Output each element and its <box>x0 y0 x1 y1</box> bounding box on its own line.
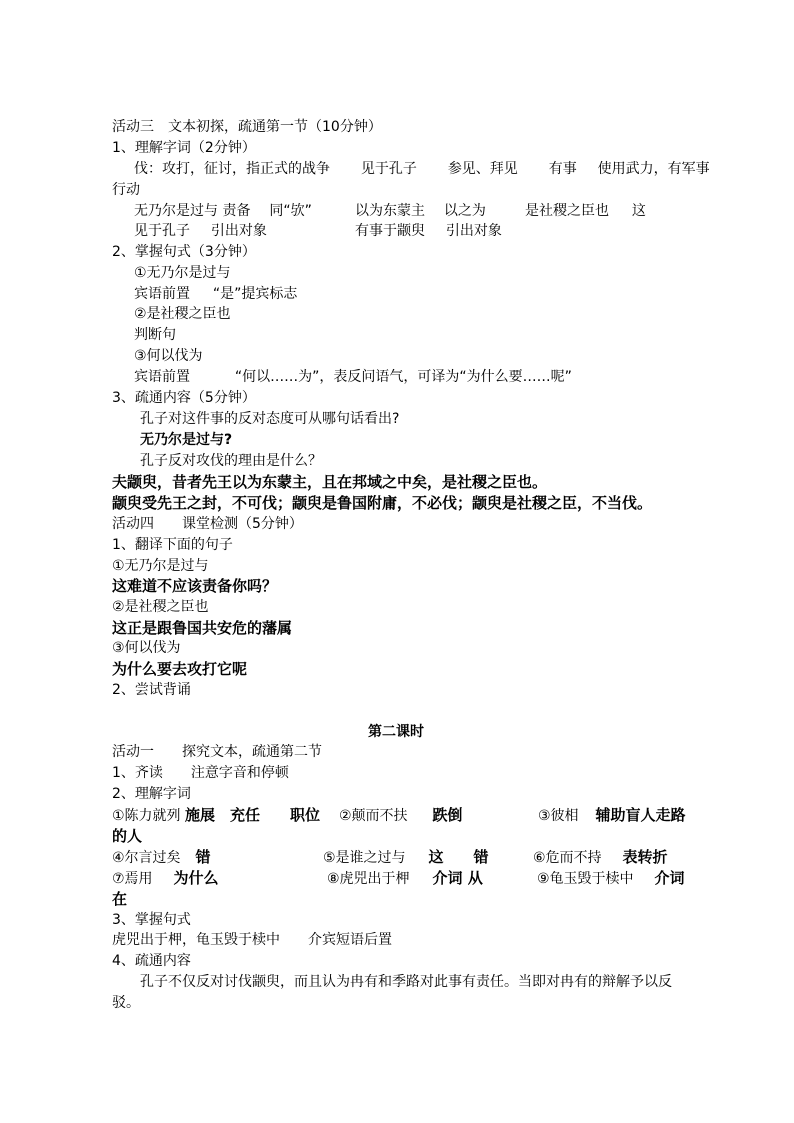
vocab-item: ③彼相 <box>538 808 579 824</box>
vocab-item: ①陈力就列 <box>112 808 181 824</box>
answer: 无乃尔是过与? <box>140 432 233 448</box>
vocab-item: 这 <box>631 203 646 219</box>
vocab-item: 参见、拜见 <box>447 161 518 177</box>
vocab-item: ⑤是谁之过与 <box>323 850 406 866</box>
vocab-line <box>525 201 646 221</box>
vocab-item: 见于孔子 <box>134 223 190 239</box>
question: 孔子对这件事的反对态度可从哪句话看出? <box>140 411 400 427</box>
section-heading: 4、疏通内容 <box>112 953 191 969</box>
vocab-item: ⑦焉用 <box>112 871 153 887</box>
vocab-line <box>537 868 684 889</box>
section-heading: 3、疏通内容（5分钟） <box>112 390 256 406</box>
vocab-item: 使用武力，有军事 <box>597 161 710 177</box>
vocab-line <box>355 221 502 241</box>
activity-4-title: 活动四 课堂检测（5分钟） <box>112 516 303 532</box>
note-label: 宾语前置 <box>134 286 190 302</box>
sentence-note <box>134 284 297 304</box>
translation: 为什么要去攻打它呢 <box>112 660 248 678</box>
answer: 颛臾受先王之封，不可伐；颛臾是鲁国附庸，不必伐；颛臾是社稷之臣，不当伐。 <box>112 494 653 512</box>
vocab-item: 有事 <box>548 161 577 177</box>
vocab-line <box>327 868 483 889</box>
note-text: “是”提宾标志 <box>212 286 298 302</box>
vocab-line <box>134 221 267 241</box>
vocab-item: ⑧虎兕出于柙 <box>327 871 410 887</box>
vocab-item: 同“欤” <box>269 203 312 219</box>
vocab-line <box>134 159 710 179</box>
vocab-item: 是社稷之臣也 <box>525 203 609 219</box>
paragraph-line: 孔子不仅反对讨伐颛臾，而且认为冉有和季路对此事有责任。当即对冉有的辩解予以反 <box>140 974 672 990</box>
vocab-item: 有事于颛臾 <box>355 223 425 239</box>
question: 孔子反对攻伐的理由是什么？ <box>140 453 322 469</box>
vocab-answer: 介词 <box>654 869 685 887</box>
lesson-title: 第二课时 <box>368 724 424 740</box>
sentence-item: ②是社稷之臣也 <box>134 306 231 322</box>
section-heading: 1、翻译下面的句子 <box>112 537 233 553</box>
vocab-item: ②颠而不扶 <box>338 808 408 824</box>
vocab-answer: 错 <box>195 848 211 866</box>
section-heading: 3、掌握句式 <box>112 912 191 928</box>
vocab-item: ④尔言过矣 <box>112 850 181 866</box>
vocab-answer: 介词 从 <box>432 869 483 887</box>
vocab-item: ⑨龟玉毁于椟中 <box>537 871 634 887</box>
vocab-answer: 在 <box>112 890 128 908</box>
vocab-item: 以为东蒙主 <box>355 203 425 219</box>
vocab-line <box>323 847 488 868</box>
vocab-line <box>134 201 312 221</box>
vocab-item: 责备 <box>222 203 251 219</box>
activity-1-title: 活动一 探究文本，疏通第二节 <box>112 744 322 760</box>
paragraph-line: 驳。 <box>112 995 140 1011</box>
answer: 夫颛臾，昔者先王以为东蒙主，且在邦域之中矣，是社稷之臣也。 <box>112 473 548 491</box>
vocab-answer: 辅助盲人走路 <box>595 806 686 824</box>
vocab-answer: 施展 充任 职位 <box>185 806 321 824</box>
vocab-item: 引出对象 <box>210 223 267 239</box>
sentence-item: ②是社稷之臣也 <box>112 599 209 615</box>
vocab-answer: 的人 <box>112 827 143 845</box>
vocab-item: 引出对象 <box>445 223 502 239</box>
sentence-note: 判断句 <box>134 327 176 343</box>
vocab-line <box>112 868 218 889</box>
sentence-item: ①无乃尔是过与 <box>134 265 231 281</box>
vocab-line <box>112 805 462 826</box>
section-heading: 2、理解字词 <box>112 786 191 802</box>
vocab-line <box>533 847 667 868</box>
sentence-item: ③何以伐为 <box>134 348 203 364</box>
note-label: 宾语前置 <box>134 369 190 385</box>
vocab-item: ⑥危而不持 <box>533 850 602 866</box>
translation: 这难道不应该责备你吗？ <box>112 577 278 595</box>
note-text: “何以……为”，表反问语气，可译为“为什么要……呢” <box>234 369 572 385</box>
vocab-item: 见于孔子 <box>360 161 417 177</box>
sentence-item: ①无乃尔是过与 <box>112 558 209 574</box>
vocab-item: 以之为 <box>443 203 486 219</box>
vocab-answer: 表转折 <box>622 848 668 866</box>
vocab-continuation: 行动 <box>112 182 140 198</box>
vocab-item: 无乃尔是过与 <box>134 203 218 219</box>
section-heading: 1、理解字词（2分钟） <box>112 140 256 156</box>
vocab-item: 伐：攻打，征讨，指正式的战争 <box>134 161 330 177</box>
vocab-answer: 跌倒 <box>432 806 463 824</box>
sentence-item: ③何以伐为 <box>112 640 181 656</box>
sentence-item: 虎兕出于柙，龟玉毁于椟中 介宾短语后置 <box>112 932 392 948</box>
section-heading: 1、齐读 注意字音和停顿 <box>112 765 289 781</box>
vocab-line <box>112 847 210 868</box>
section-heading: 2、掌握句式（3分钟） <box>112 244 256 260</box>
activity-3-title: 活动三 文本初探，疏通第一节（10分钟） <box>112 119 382 135</box>
vocab-answer: 这 错 <box>428 848 489 866</box>
sentence-note <box>134 367 572 387</box>
vocab-line <box>538 805 685 826</box>
section-heading: 2、尝试背诵 <box>112 682 191 698</box>
vocab-line <box>355 201 486 221</box>
vocab-answer: 为什么 <box>173 869 219 887</box>
translation: 这正是跟鲁国共安危的藩属 <box>112 619 293 637</box>
